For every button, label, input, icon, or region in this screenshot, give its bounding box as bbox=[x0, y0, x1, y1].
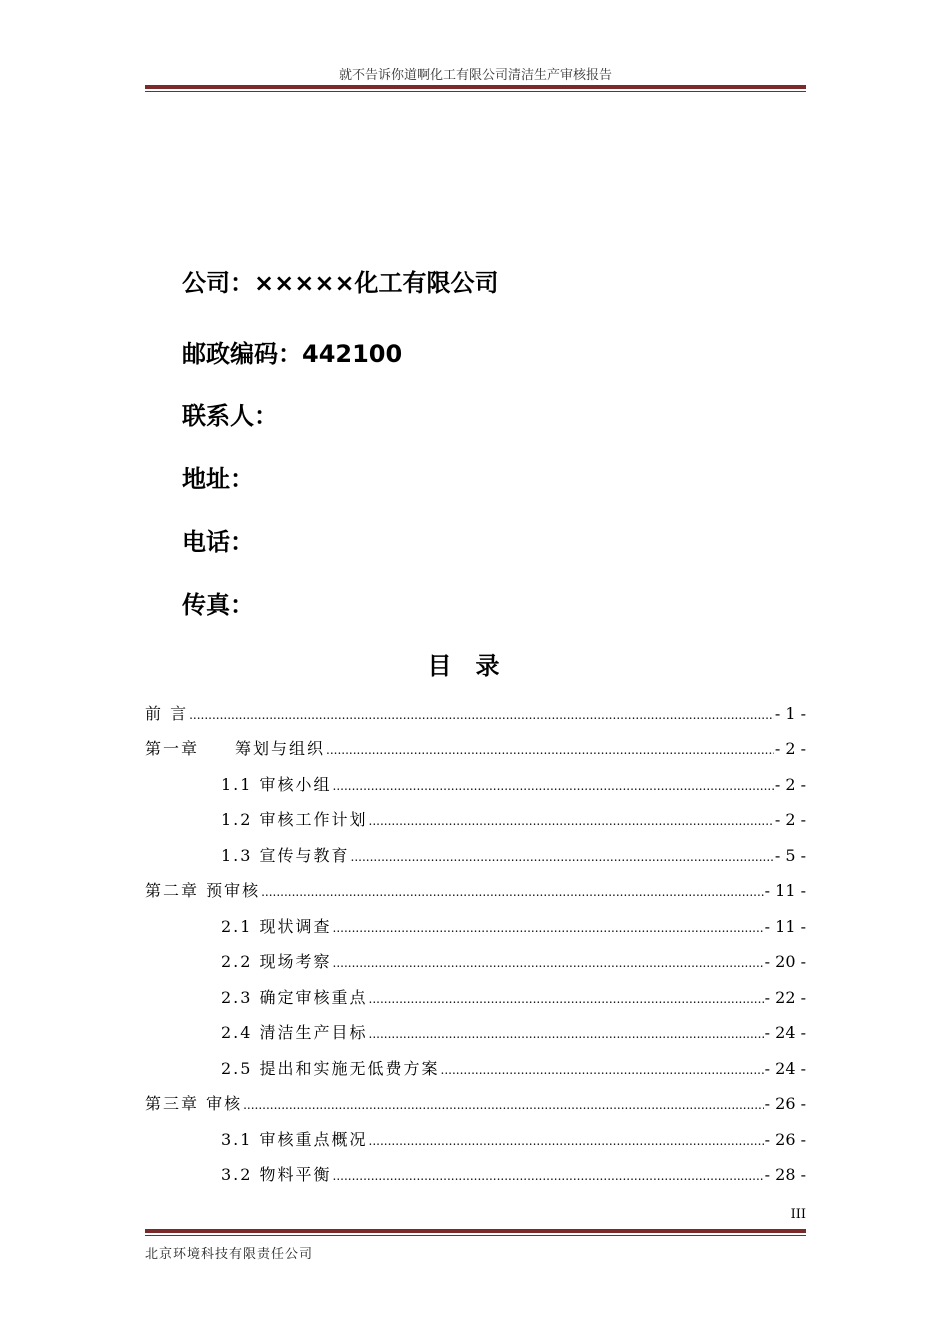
toc-entry[interactable]: 1.3 宣传与教育 ..... - 5 - bbox=[221, 843, 806, 865]
fax-line bbox=[182, 585, 254, 620]
toc-entry[interactable]: 3.1 审核重点概况 ..... - 26 - bbox=[221, 1127, 806, 1149]
phone-label: 电话： bbox=[182, 528, 254, 556]
toc-entry[interactable]: 2.4 清洁生产目标 ..... - 24 - bbox=[221, 1020, 806, 1042]
toc-entry[interactable]: 第一章 筹划与组织 ..... - 2 - bbox=[145, 736, 806, 758]
address-label: 地址： bbox=[182, 465, 254, 493]
toc-entry[interactable]: 前 言 ..... - 1 - bbox=[145, 701, 806, 723]
page-number: III bbox=[790, 1207, 806, 1222]
toc-entry[interactable]: 2.1 现状调查 ..... - 11 - bbox=[221, 914, 806, 936]
company-line bbox=[182, 263, 499, 298]
toc-entry[interactable]: 3.2 物料平衡 ..... - 28 - bbox=[221, 1162, 806, 1184]
phone-line bbox=[182, 522, 254, 557]
postcode-line bbox=[182, 334, 402, 369]
toc-entry[interactable]: 第三章 审核 ..... - 26 - bbox=[145, 1091, 806, 1113]
contact-label: 联系人： bbox=[182, 402, 278, 430]
footer-company: 北京环境科技有限责任公司 bbox=[145, 1247, 314, 1262]
toc-entry[interactable]: 2.5 提出和实施无低费方案 ..... - 24 - bbox=[221, 1056, 806, 1078]
toc-entry[interactable]: 1.2 审核工作计划 ..... - 2 - bbox=[221, 807, 806, 829]
toc-entry[interactable]: 2.3 确定审核重点 ..... - 22 - bbox=[221, 985, 806, 1007]
address-line bbox=[182, 459, 254, 494]
postcode-value: 442100 bbox=[302, 340, 403, 368]
footer-rule bbox=[145, 1229, 806, 1236]
contact-line bbox=[182, 396, 278, 431]
fax-label: 传真： bbox=[182, 591, 254, 619]
toc-title: 目录 bbox=[427, 652, 524, 680]
toc-entry[interactable]: 2.2 现场考察 ..... - 20 - bbox=[221, 949, 806, 971]
running-header-title: 就不告诉你道啊化工有限公司清洁生产审核报告 bbox=[338, 68, 612, 83]
postcode-label: 邮政编码： bbox=[182, 340, 302, 368]
toc-entry[interactable]: 第二章 预审核 ..... - 11 - bbox=[145, 878, 806, 900]
header-rule bbox=[145, 85, 806, 92]
company-value: ×××××化工有限公司 bbox=[254, 269, 499, 297]
company-label: 公司： bbox=[182, 269, 254, 297]
toc-entry[interactable]: 1.1 审核小组 ..... - 2 - bbox=[221, 772, 806, 794]
